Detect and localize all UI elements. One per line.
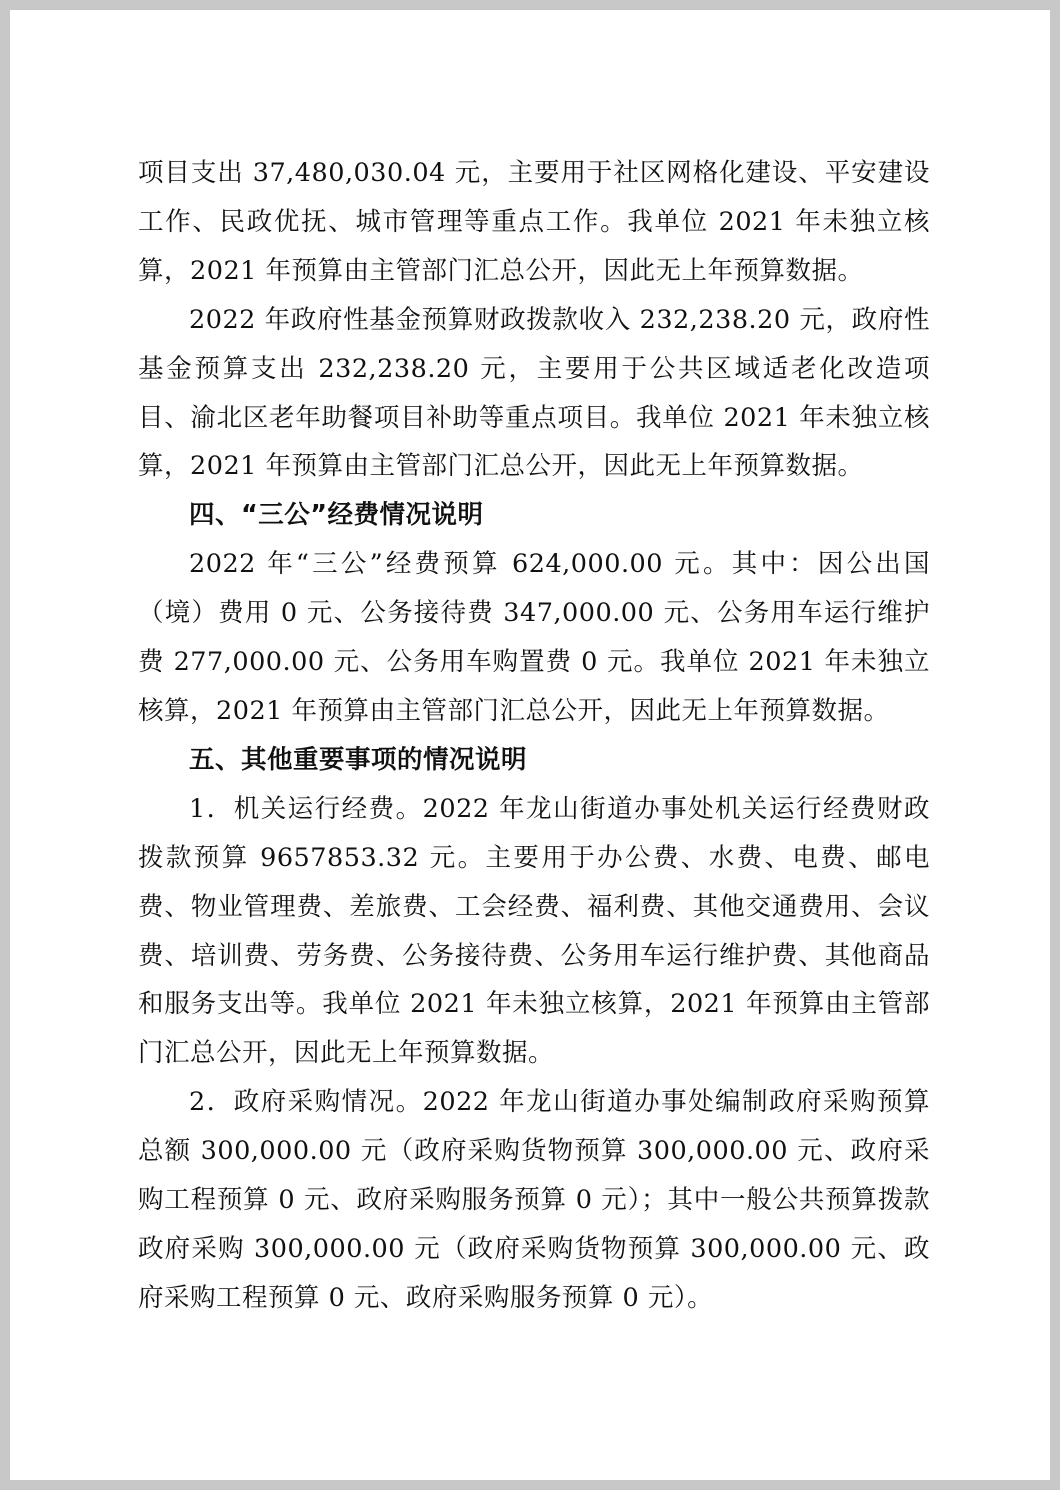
document-page bbox=[10, 10, 1050, 1480]
section-heading-three-public-expenses: 四、“三公”经费情况说明 bbox=[189, 500, 484, 531]
paragraph-three-public-expenses: 2022 年“三公”经费预算 624,000.00 元。其中：因公出国（境）费用 0 元、公务接待费 347,000.00 元、公务用车运行维护费 277,000.00 元、公务用车购置费 0 元。我单位 2021 年未独立核算，2021 年预算由主管部门汇总公开，因此无上年预算数据。 bbox=[138, 549, 930, 726]
section-heading-other-matters: 五、其他重要事项的情况说明 bbox=[189, 744, 528, 775]
paragraph-government-fund-budget: 2022 年政府性基金预算财政拨款收入 232,238.20 元，政府性基金预算支出 232,238.20 元，主要用于公共区域适老化改造项目、渝北区老年助餐项目补助等重点项目。我单位 2021 年未独立核算，2021 年预算由主管部门汇总公开，因此无上年预算数据。 bbox=[138, 304, 930, 482]
paragraph-government-procurement: 2．政府采购情况。2022 年龙山街道办事处编制政府采购预算总额 300,000.00 元（政府采购货物预算 300,000.00 元、政府采购工程预算 0 元、政府采购服务预算 0 元）；其中一般公共预算拨款政府采购 300,000.00 元（政府采购货物预算 300,000.00 元、政府采购工程预算 0 元、政府采购服务预算 0 元）。 bbox=[138, 1087, 930, 1313]
paragraph-agency-operating-expenses: 1．机关运行经费。2022 年龙山街道办事处机关运行经费财政拨款预算 9657853.32 元。主要用于办公费、水费、电费、邮电费、物业管理费、差旅费、工会经费、福利费、其他交通费用、会议费、培训费、劳务费、公务接待费、公务用车运行维护费、其他商品和服务支出等。我单位 2021 年未独立核算，2021 年预算由主管部门汇总公开，因此无上年预算数据。 bbox=[138, 793, 930, 1069]
paragraph-project-expense: 项目支出 37,480,030.04 元，主要用于社区网格化建设、平安建设工作、民政优抚、城市管理等重点工作。我单位 2021 年未独立核算，2021 年预算由主管部门汇总公开，因此无上年预算数据。 bbox=[138, 158, 930, 286]
document-body bbox=[138, 149, 930, 1323]
